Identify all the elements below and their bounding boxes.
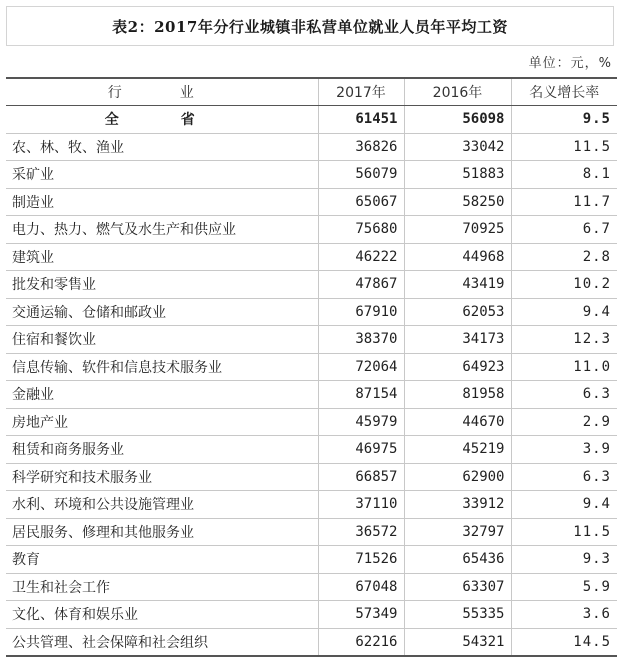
row-growth-value: 10.2 (511, 271, 617, 299)
row-2017-value: 75680 (318, 216, 404, 244)
row-industry: 农、林、牧、渔业 (6, 133, 318, 161)
row-growth-value: 8.1 (511, 161, 617, 189)
row-2016-value: 64923 (404, 353, 511, 381)
table-row (6, 518, 617, 546)
row-industry: 建筑业 (6, 243, 318, 271)
table-row (6, 326, 617, 354)
table-title (6, 6, 614, 46)
total-2016: 56098 (404, 106, 511, 134)
row-industry: 信息传输、软件和信息技术服务业 (6, 353, 318, 381)
total-growth: 9.5 (511, 106, 617, 134)
table-row (6, 546, 617, 574)
table-row (6, 133, 617, 161)
table-row (6, 628, 617, 656)
table-row (6, 243, 617, 271)
table-row (6, 408, 617, 436)
row-growth-value: 2.9 (511, 408, 617, 436)
table-row (6, 188, 617, 216)
row-2016-value: 44670 (404, 408, 511, 436)
row-industry: 房地产业 (6, 408, 318, 436)
row-growth-value: 11.0 (511, 353, 617, 381)
row-2017-value: 57349 (318, 601, 404, 629)
row-growth-value: 11.5 (511, 133, 617, 161)
row-2016-value: 45219 (404, 436, 511, 464)
row-industry: 教育 (6, 546, 318, 574)
row-2017-value: 71526 (318, 546, 404, 574)
row-2017-value: 46222 (318, 243, 404, 271)
table-body (6, 106, 617, 656)
table-header (6, 78, 617, 106)
row-growth-value: 6.7 (511, 216, 617, 244)
table-row (6, 216, 617, 244)
row-2017-value: 46975 (318, 436, 404, 464)
row-growth-value: 3.9 (511, 436, 617, 464)
row-2016-value: 55335 (404, 601, 511, 629)
table-row (6, 353, 617, 381)
table-row (6, 161, 617, 189)
row-2016-value: 34173 (404, 326, 511, 354)
row-2016-value: 62053 (404, 298, 511, 326)
row-2017-value: 47867 (318, 271, 404, 299)
row-industry: 电力、热力、燃气及水生产和供应业 (6, 216, 318, 244)
row-2016-value: 70925 (404, 216, 511, 244)
row-2016-value: 51883 (404, 161, 511, 189)
row-2016-value: 33042 (404, 133, 511, 161)
row-2017-value: 67048 (318, 573, 404, 601)
row-2016-value: 32797 (404, 518, 511, 546)
row-growth-value: 6.3 (511, 381, 617, 409)
table-title-text: 表2：2017年分行业城镇非私营单位就业人员年平均工资 (112, 17, 508, 36)
table-row (6, 463, 617, 491)
header-2016: 2016年 (404, 78, 511, 106)
row-industry: 批发和零售业 (6, 271, 318, 299)
table-row (6, 271, 617, 299)
row-growth-value: 9.3 (511, 546, 617, 574)
header-industry: 行 业 (6, 78, 318, 106)
row-growth-value: 2.8 (511, 243, 617, 271)
row-growth-value: 5.9 (511, 573, 617, 601)
row-industry: 住宿和餐饮业 (6, 326, 318, 354)
row-industry: 租赁和商务服务业 (6, 436, 318, 464)
row-2016-value: 43419 (404, 271, 511, 299)
row-growth-value: 14.5 (511, 628, 617, 656)
row-growth-value: 9.4 (511, 298, 617, 326)
row-industry: 文化、体育和娱乐业 (6, 601, 318, 629)
total-2017: 61451 (318, 106, 404, 134)
row-growth-value: 11.5 (511, 518, 617, 546)
header-row (6, 78, 617, 106)
table-row (6, 436, 617, 464)
row-industry: 采矿业 (6, 161, 318, 189)
row-industry: 公共管理、社会保障和社会组织 (6, 628, 318, 656)
row-industry: 交通运输、仓储和邮政业 (6, 298, 318, 326)
row-2017-value: 67910 (318, 298, 404, 326)
table-row (6, 298, 617, 326)
table-row (6, 491, 617, 519)
row-growth-value: 9.4 (511, 491, 617, 519)
row-2017-value: 87154 (318, 381, 404, 409)
row-2016-value: 54321 (404, 628, 511, 656)
row-2016-value: 44968 (404, 243, 511, 271)
row-growth-value: 6.3 (511, 463, 617, 491)
row-2016-value: 65436 (404, 546, 511, 574)
row-industry: 水利、环境和公共设施管理业 (6, 491, 318, 519)
row-2017-value: 36572 (318, 518, 404, 546)
row-2017-value: 38370 (318, 326, 404, 354)
row-2017-value: 72064 (318, 353, 404, 381)
row-growth-value: 3.6 (511, 601, 617, 629)
table-row (6, 601, 617, 629)
unit-note: 单位：元，% (528, 56, 612, 71)
row-industry: 科学研究和技术服务业 (6, 463, 318, 491)
row-2016-value: 58250 (404, 188, 511, 216)
row-2017-value: 45979 (318, 408, 404, 436)
row-2017-value: 65067 (318, 188, 404, 216)
row-growth-value: 11.7 (511, 188, 617, 216)
row-2017-value: 37110 (318, 491, 404, 519)
row-industry: 居民服务、修理和其他服务业 (6, 518, 318, 546)
row-2017-value: 66857 (318, 463, 404, 491)
row-industry: 卫生和社会工作 (6, 573, 318, 601)
row-2017-value: 62216 (318, 628, 404, 656)
row-2016-value: 63307 (404, 573, 511, 601)
row-2016-value: 81958 (404, 381, 511, 409)
wage-table (6, 77, 617, 657)
row-industry: 金融业 (6, 381, 318, 409)
table-row (6, 573, 617, 601)
row-growth-value: 12.3 (511, 326, 617, 354)
row-2017-value: 56079 (318, 161, 404, 189)
header-growth: 名义增长率 (511, 78, 617, 106)
total-industry: 全 省 (6, 106, 318, 134)
row-2016-value: 33912 (404, 491, 511, 519)
table-row (6, 381, 617, 409)
header-2017: 2017年 (318, 78, 404, 106)
total-row (6, 106, 617, 134)
row-2016-value: 62900 (404, 463, 511, 491)
row-industry: 制造业 (6, 188, 318, 216)
row-2017-value: 36826 (318, 133, 404, 161)
